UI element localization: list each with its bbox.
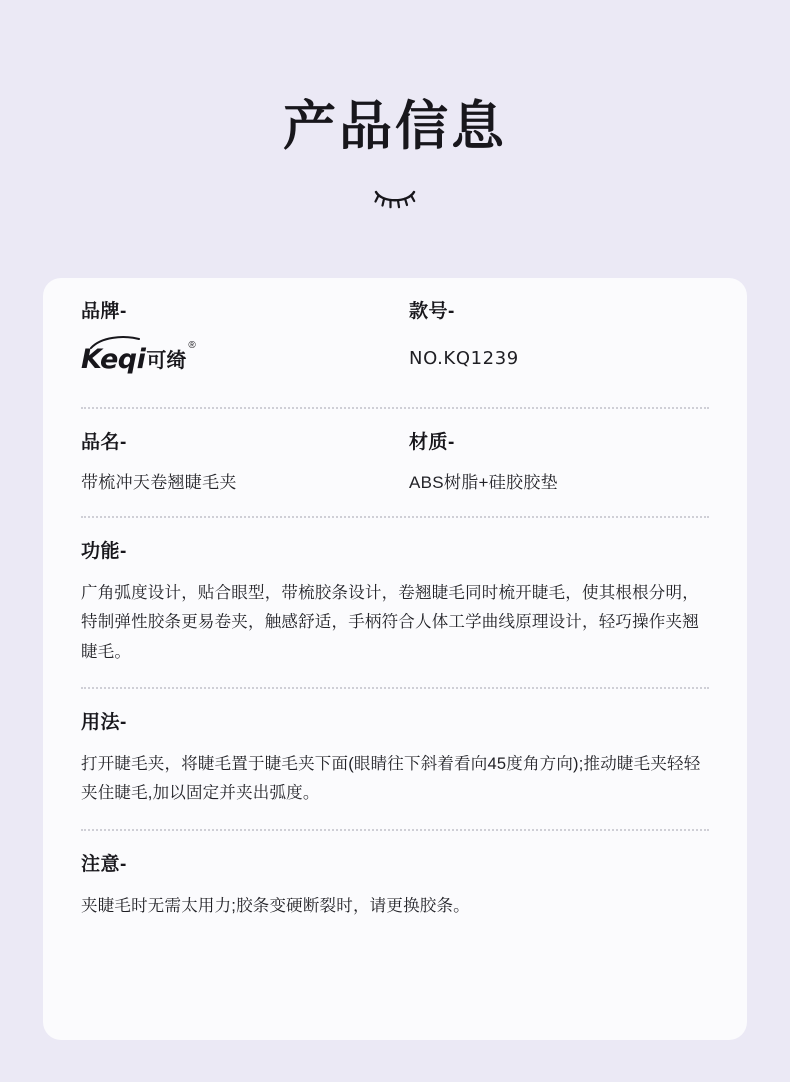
field-value-caution: 夹睫毛时无需太用力;胶条变硬断裂时，请更换胶条。 xyxy=(81,896,470,915)
field-product-name xyxy=(81,433,395,496)
field-material xyxy=(395,433,709,496)
eyelash-divider xyxy=(0,187,790,215)
product-info-card xyxy=(43,278,747,1040)
field-label-brand: 品牌- xyxy=(81,301,127,322)
field-value-material: ABS树脂+硅胶胶垫 xyxy=(409,472,558,492)
field-value-model: NO.KQ1239 xyxy=(409,347,519,369)
brand-logo-registered: ® xyxy=(188,339,196,351)
brand-logo-latin: Keqi xyxy=(81,343,146,375)
field-value-product-name: 带梳冲天卷翘睫毛夹 xyxy=(81,472,237,492)
info-row-name-material xyxy=(81,407,709,516)
brand-logo xyxy=(81,339,395,373)
eyelash-icon xyxy=(372,186,418,215)
field-value-usage: 打开睫毛夹，将睫毛置于睫毛夹下面(眼睛往下斜着看向45度角方向);推动睫毛夹轻轻夹住睫毛,加以固定并夹出弧度。 xyxy=(81,754,701,803)
field-model xyxy=(395,302,709,387)
field-label-function: 功能- xyxy=(81,541,127,563)
field-label-caution: 注意- xyxy=(81,853,127,875)
field-label-model: 款号- xyxy=(409,301,455,322)
info-row-caution xyxy=(81,829,709,941)
info-row-function xyxy=(81,516,709,687)
field-brand xyxy=(81,302,395,387)
info-row-brand-model xyxy=(81,278,709,407)
page-title: 产品信息 xyxy=(283,97,507,156)
field-label-usage: 用法- xyxy=(81,712,127,734)
field-label-material: 材质- xyxy=(409,431,455,453)
info-row-usage xyxy=(81,687,709,829)
field-label-product-name: 品名- xyxy=(81,431,127,453)
brand-logo-cn: 可绮 xyxy=(146,349,187,372)
field-value-function: 广角弧度设计，贴合眼型，带梳胶条设计，卷翘睫毛同时梳开睫毛，使其根根分明，特制弹性胶条更易卷夹，触感舒适，手柄符合人体工学曲线原理设计，轻巧操作夹翘睫毛。 xyxy=(81,584,699,661)
